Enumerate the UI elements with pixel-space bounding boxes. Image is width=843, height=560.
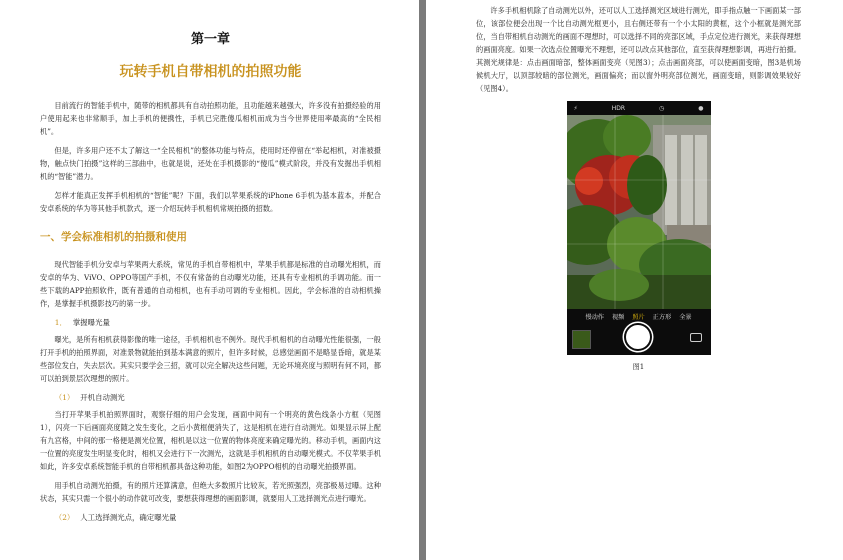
camera-mode-selector[interactable] [567, 312, 711, 321]
gallery-thumbnail[interactable] [572, 330, 591, 349]
sub-title: 开机自动测光 [80, 393, 125, 402]
item-paragraph-1: 曝光，是所有相机获得影像的唯一途径，手机相机也不例外。现代手机相机的自动曝光性能很强，一般打开手机的拍照界面，对准景物就能拍到基本满意的照片，但许多时候，总感觉画面不是略显昏暗，就是某些部位发白，失去层次。其实只要学会三招，就可以完全解决这些问题，无论环境亮度与照明有何不同，都可以拍到景层次理想的照片。 [40, 335, 381, 383]
hdr-label: HDR [611, 104, 626, 112]
sub-number: （2） [54, 513, 75, 522]
section-paragraph: 现代智能手机分安卓与苹果两大系统，常见的手机自带相机中，苹果手机都是标准的自动曝光相机，而安卓的华为、ViVO、OPPO等国产手机，不仅有常备的自动曝光功能，还具有专业相机的手调功能。而一些下载的APP拍照软件，既有普通的自动相机，也有手动可调的专业相机。因此，学会标准的自动相机操作，是掌握手机摄影技巧的第一步。 [40, 260, 381, 308]
shutter-button[interactable] [626, 325, 650, 349]
chapter-title: 玩转手机自带相机的拍照功能 [119, 64, 302, 80]
filter-icon: ● [698, 104, 704, 112]
camera-top-bar [567, 101, 711, 115]
camera-viewfinder-photo [567, 115, 711, 309]
figure-caption: 图1 [632, 363, 645, 371]
phone-camera-screenshot [567, 101, 711, 355]
intro-paragraph-2: 但是，许多用户还不太了解这一“全民相机”的整体功能与特点，使用时还停留在“举起相机，对准被摄物，触点快门拍摄”这样的三部曲中，也就是说，还处在手机摄影的“傻瓜”模式阶段，并没有发掘出手机相机的“智能”潜力。 [40, 146, 381, 181]
sub-paragraph-1: 当打开苹果手机拍照界面时，观察仔细的用户会发现，画面中间有一个明亮的黄色线条小方框（见图1），闪亮一下后画面亮度随之发生变化，之后小黄框便消失了，这是相机在进行自动测光。如果显示屏上配有九宫格，中间的那一格便是测光位置，相机是以这一位置的物体亮度来确定曝光的。移动手机，画面内这一位置的亮度发生明显变化时，相机又会进行下一次测光，这就是手机相机的自动曝光模式。不仅苹果手机如此，许多安卓系统智能手机的自带相机都具备这种功能，如图2为OPPO相机的自动曝光拍摄界面。 [40, 410, 381, 471]
sub-title: 人工选择测光点，确定曝光量 [80, 513, 177, 522]
mode-video[interactable]: 视频 [611, 314, 625, 321]
subheading-2 [55, 511, 381, 524]
chapter-label: 第一章 [190, 32, 230, 47]
timer-icon: ◷ [659, 104, 665, 112]
left-page [0, 0, 419, 560]
intro-paragraph-3: 怎样才能真正发挥手机相机的“智能”呢？下面，我们以苹果系统的iPhone 6手机为基本蓝本，并配合安卓系统的华为等其他手机款式，逐一介绍玩转手机相机常规拍摄的招数。 [40, 191, 381, 213]
item-heading-1 [55, 316, 381, 329]
right-paragraph: 许多手机相机除了自动测光以外，还可以人工选择测光区域进行测光，即手指点触一下画面某一部位，该部位便会出现一个比自动测光框更小，且右侧还带有一个小太阳的黄框，这个小框就是测光部位，当自带相机自动测光的画面不理想时，可以选择不同的亮部区域，手点定位进行测光，来获得理想的画面亮度。如果一次选点位置曝光不理想，还可以改点其他部位，直至获得理想影调，再进行拍摄。其测光规律是：点击画面暗部，整体画面变亮（见图3）；点击画面亮部，可以使画面变暗，图3是机场候机大厅，以顶部较暗的部位测光，画面偏亮；而以窗外明亮部位测光，画面变暗，则影调效果较好（见图4）。 [476, 6, 801, 93]
garden-photo-image [567, 115, 711, 309]
item-title: 掌握曝光量 [72, 318, 110, 327]
section-heading: 一、学会标准相机的拍摄和使用 [40, 231, 187, 243]
subheading-1 [55, 391, 381, 404]
right-page [426, 0, 843, 560]
sub-paragraph-2: 用手机自动测光拍摄，有的照片还算满意，但绝大多数照片比较灰，若光照强烈，亮部极易过曝。这种状态，其实只需一个很小的动作就可改变，要想获得理想的画面影调，就要用人工选择测光点进行曝光。 [40, 481, 381, 503]
intro-paragraph-1: 目前流行的智能手机中，随带的相机都具有自动拍照功能，且功能越来越强大，许多没有拍摄经验的用户使用起来也非常顺手，加上手机的便携性，手机已完胜傻瓜相机而成为当今世界使用率最高的“全民相机”。 [40, 101, 381, 136]
sub-number: （1） [54, 393, 75, 402]
item-number: 1． [54, 318, 67, 327]
flash-icon: ⚡ [573, 104, 578, 112]
mode-pano[interactable]: 全景 [679, 314, 692, 321]
mode-slowmo[interactable]: 慢动作 [585, 314, 604, 321]
mode-photo[interactable]: 照片 [632, 314, 645, 321]
mode-square[interactable]: 正方形 [652, 314, 672, 321]
camera-flip-icon[interactable] [690, 333, 702, 342]
